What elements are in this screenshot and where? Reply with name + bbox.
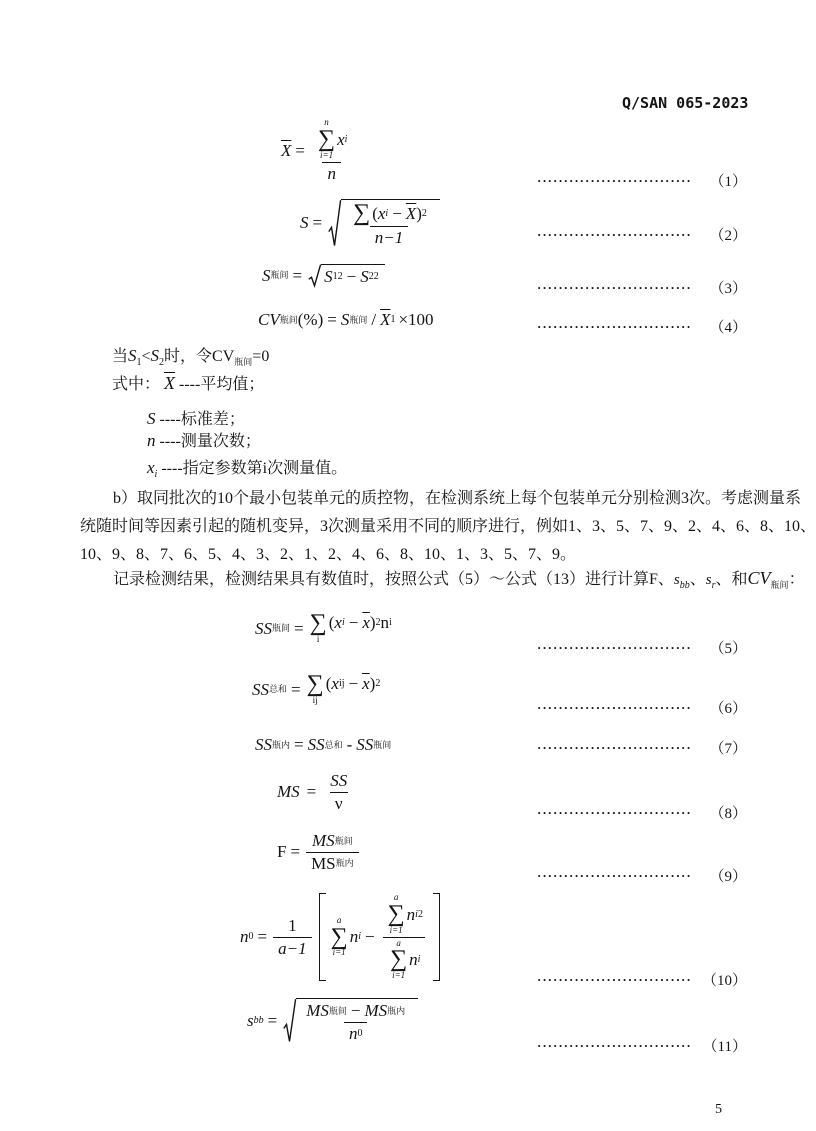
formula-6-leader <box>537 697 747 718</box>
sum-symbol: ∑ <box>353 200 371 226</box>
formula-11-leader <box>537 1035 747 1056</box>
where-intro: 式中： $\overline{X}$ ----平均值； <box>112 373 265 393</box>
formula-2: S = ∑ ( x i − $\overline{X}$ ) 2 n−1 <box>300 199 440 247</box>
formula-number: （9） <box>709 869 747 885</box>
formula-3-leader <box>537 277 747 298</box>
xbar-symbol: $\overline{X}$ <box>405 203 417 223</box>
sum-symbol: a ∑ i=1 <box>387 892 405 935</box>
dotted-leader: ····························· <box>537 318 692 334</box>
dotted-leader: ····························· <box>537 739 692 755</box>
formula-11: s bb = MS 瓶间 − MS 瓶内 n 0 <box>247 998 418 1043</box>
dotted-leader: ····························· <box>537 699 692 715</box>
sum-symbol: n ∑ i=1 <box>317 117 336 160</box>
left-bracket <box>319 893 326 981</box>
formula-1-leader <box>537 170 747 191</box>
xbar-symbol: $\overline{X}$ <box>164 373 176 393</box>
doc-code-header: Q/SAN 065-2023 <box>622 94 749 112</box>
xbar-symbol: $\overline{x}$ <box>362 673 370 693</box>
dotted-leader: ····························· <box>537 804 692 820</box>
formula-3: S 瓶间 = S 1 2 − S 2 2 <box>262 264 385 287</box>
formula-number: （6） <box>709 701 747 717</box>
equals-sign: = <box>257 927 268 947</box>
record-paragraph: 记录检测结果，检测结果具有数值时，按照公式（5）～公式（13）进行计算F、$s_{bb}$、$s_r$、和$CV_{瓶间}$： <box>113 568 805 592</box>
formula-5-leader <box>537 637 747 658</box>
square-root: S 1 2 − S 2 2 <box>308 264 385 287</box>
paragraph-b-line3: 10、9、8、7、6、5、4、3、2、1、2、4、6、8、10、1、3、5、7、9。 <box>80 546 577 563</box>
formula-number: （2） <box>709 228 747 244</box>
formula-number: （10） <box>701 973 747 989</box>
sum-symbol: ∑ ij <box>306 671 324 705</box>
xbar-symbol: $\overline{X}$ <box>281 140 292 160</box>
equals-sign: = <box>267 1010 278 1030</box>
dotted-leader: ····························· <box>537 226 692 242</box>
formula-7-leader <box>537 737 747 758</box>
formula-6: SS 总和 = ∑ ij ( x ij − $\overline{x}$ ) 2 <box>252 671 381 705</box>
dotted-leader: ····························· <box>537 971 692 987</box>
formula-9-leader <box>537 865 747 886</box>
sum-symbol: a ∑ i=1 <box>330 914 348 958</box>
formula-number: （4） <box>709 320 747 336</box>
sum-symbol: a ∑ i=1 <box>390 937 408 981</box>
dotted-leader: ····························· <box>537 867 692 883</box>
fraction: a ∑ i=1 n i 2 a ∑ i=1 n i <box>381 893 428 981</box>
formula-10-leader <box>537 969 747 990</box>
equals-sign: = <box>291 679 301 699</box>
formula-8-leader <box>537 802 747 823</box>
where-item-s: S ----标准差； <box>147 409 245 428</box>
formula-7: SS 瓶内 = SS 总和 - SS 瓶间 <box>255 735 392 754</box>
equals-sign: = <box>292 265 303 285</box>
right-bracket <box>433 893 440 981</box>
equals-sign: = <box>306 782 317 802</box>
formula-1 <box>281 118 354 183</box>
formula-number: （7） <box>709 741 747 757</box>
radical-sign <box>308 264 321 287</box>
where-item-n: n ----测量次数； <box>147 431 261 450</box>
page-number: 5 <box>715 1102 722 1117</box>
formula-5: SS 瓶间 = ∑ i ( x i − $\overline{x}$ ) 2 n i <box>255 610 392 644</box>
fraction: $\frac{SS}{\nu}$ <box>330 771 348 813</box>
formula-number: （5） <box>709 641 747 657</box>
formula-10: n 0 = $\frac{1}{a-1}$ a ∑ i=1 n i − a ∑ i=1 n i 2 a ∑ i=1 n i <box>240 893 445 981</box>
condition-clause: 当$S_1<S_2$时，令$CV_{瓶间}=0$ <box>112 346 270 369</box>
xbar-symbol: $\overline{x}$ <box>362 612 370 632</box>
formula-number: （3） <box>709 281 747 297</box>
xbar-symbol: $\overline{X}$ <box>380 310 391 329</box>
fraction: MS 瓶间 − MS 瓶内 n 0 <box>306 1001 406 1043</box>
fraction: n ∑ i=1 x i n <box>317 117 348 183</box>
fraction: ∑ ( x i − $\overline{X}$ ) 2 n−1 <box>353 200 427 247</box>
equals-sign: = <box>294 735 304 754</box>
dotted-leader: ····························· <box>537 279 692 295</box>
equals-sign: = <box>327 310 337 329</box>
fraction: MS 瓶间 MS 瓶内 <box>306 831 359 873</box>
fraction: $\frac{1}{a-1}$ <box>273 916 311 958</box>
formula-9: F = MS 瓶间 MS 瓶内 <box>277 831 361 873</box>
formula-4-leader <box>537 316 747 337</box>
equals-sign: = <box>290 842 301 862</box>
formula-number: （11） <box>702 1039 747 1055</box>
equals-sign: = <box>312 213 323 233</box>
where-item-xi: $x_i$ ----指定参数第i次测量值。 <box>147 458 348 481</box>
radical-sign <box>283 998 296 1043</box>
formula-number: （8） <box>709 806 747 822</box>
formula-2-leader <box>537 224 747 245</box>
square-root <box>328 199 440 247</box>
formula-4: CV 瓶间 (%) = S 瓶间 / $\overline{X}$ 1 ×100 <box>258 310 434 329</box>
formula-8: MS = $\frac{SS}{\nu}$ <box>277 771 354 813</box>
equals-sign: = <box>294 618 304 638</box>
equals-sign: = <box>295 140 305 160</box>
paragraph-b-line1: b）取同批次的10个最小包装单元的质控物，在检测系统上每个包装单元分别检测3次。考虑测量系 <box>113 490 802 507</box>
formula-number: （1） <box>709 174 747 190</box>
square-root <box>283 998 418 1043</box>
dotted-leader: ····························· <box>537 1037 692 1053</box>
paragraph-b-line2: 统随时间等因素引起的随机变异，3次测量采用不同的顺序进行，例如1、3、5、7、9、2、4、6、8、10、 <box>80 518 816 535</box>
sum-symbol: ∑ i <box>309 610 327 644</box>
dotted-leader: ····························· <box>537 172 692 188</box>
dotted-leader: ····························· <box>537 639 692 655</box>
radical-sign <box>328 199 341 247</box>
